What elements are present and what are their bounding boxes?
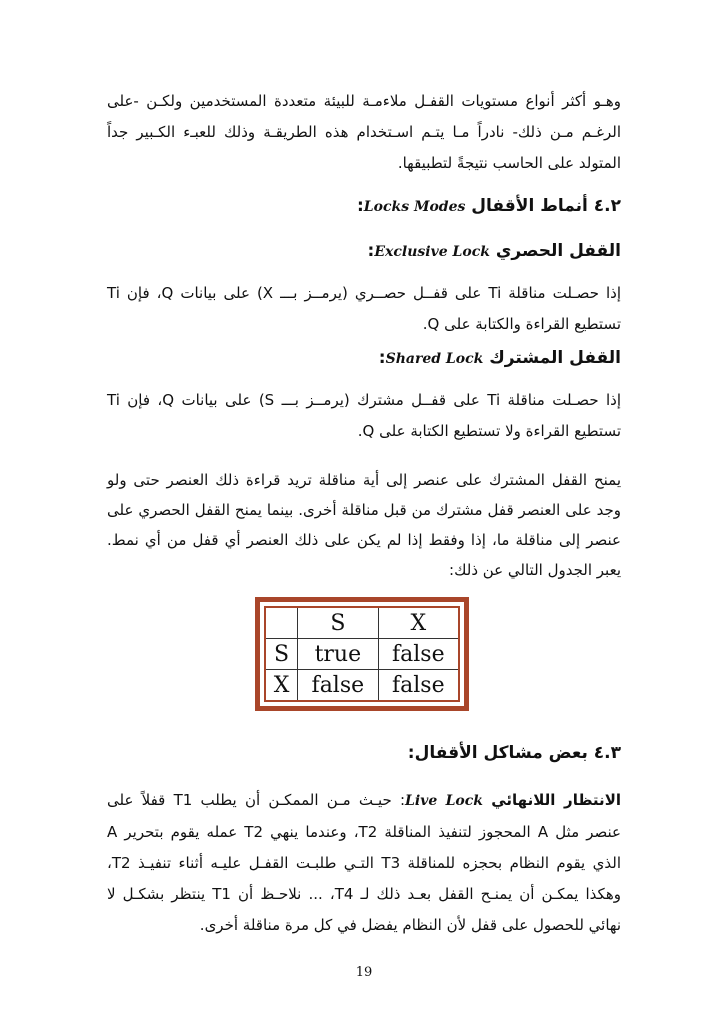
table-row — [266, 639, 458, 670]
table-cell: false — [378, 639, 458, 670]
exclusive-title-en: Exclusive Lock — [374, 244, 490, 260]
shared-text: إذا حصـلت مناقلة Ti على قفــل مشترك (يرمــز بـــ S) على بيانات Q، فإن Ti تستطيع القراءة ولا تستطيع الكتابة على Q. — [107, 391, 622, 440]
exclusive-colon: : — [367, 241, 375, 261]
shared-title-ar: القفل المشترك — [489, 348, 621, 368]
intro-paragraph — [107, 86, 621, 179]
table-row — [266, 670, 458, 701]
exclusive-text: إذا حصـلت مناقلة Ti على قفــل حصــري (يرمــز بـــ X) على بيانات Q، فإن Ti تستطيع القراءة والكتابة على Q. — [107, 284, 621, 333]
exclusive-lock-heading — [368, 241, 621, 261]
section-number: ٤.٣ — [593, 743, 621, 763]
section-title-ar: بعض مشاكل الأقفال — [414, 743, 588, 763]
table-header-cell: X — [378, 608, 458, 639]
section-colon: : — [356, 196, 364, 216]
exclusive-paragraph — [107, 278, 621, 340]
table-cell: false — [378, 670, 458, 701]
grant-text: يمنح القفل المشترك على عنصر إلى أية مناقلة تريد قراءة ذلك العنصر حتى ولو وجد على العنصر قفل مشترك من قبل مناقلة أخرى. بينما يمنح القفل الحصري على عنصر إلى مناقلة ما، إذا وفقط إذا لم يكن على ذلك العنصر أي قفل من أي نمط. يعبر الجدول التالي عن ذلك: — [107, 471, 621, 579]
section-4-3-heading — [408, 743, 621, 763]
table-row-label: S — [266, 639, 298, 670]
table-header-row — [266, 608, 458, 639]
section-title-en: Locks Modes — [363, 199, 466, 215]
livelock-paragraph — [107, 785, 621, 941]
shared-lock-heading — [379, 348, 621, 368]
table-cell: false — [298, 670, 379, 701]
table-row-label: X — [266, 670, 298, 701]
grant-paragraph — [107, 465, 621, 585]
intro-text: وهـو أكثر أنواع مستويات القفـل ملاءمـة للبيئة متعددة المستخدمين ولكـن -على الرغـم مـن ذلك- نادراً مـا يتـم اسـتخدام هذه الطريقـة وذلك للعبـء الكـبير جداً المتولد على الحاسب نتيجةً لتطبيقها. — [107, 92, 621, 172]
table-cell: true — [298, 639, 379, 670]
livelock-title-en: Live Lock — [405, 793, 483, 809]
livelock-title-ar: الانتظار اللانهائي — [491, 791, 622, 809]
table-corner-cell — [266, 608, 298, 639]
table-inner-border — [260, 602, 464, 706]
livelock-text: : حيـث مـن الممكـن أن يطلب T1 قفلاً على عنصر مثل A المحجوز لتنفيذ المناقلة T2، وعندما ينهي T2 عمله يقوم بتحرير A الذي يقوم النظام بحجزه للمناقلة T3 التـي طلبـت القفـل عليـه أثناء تنفيـذ T2، وهكذا يمكـن أن يمنـح القفل بعـد ذلك لـ T4، ... نلاحـظ أن T1 ينتظر بشكـل لا نهائي للحصول على قفل لأن النظام يفضل في كل مرة مناقلة أخرى. — [107, 791, 622, 934]
lock-compatibility-table — [266, 608, 458, 700]
shared-colon: : — [378, 348, 386, 368]
section-colon: : — [407, 743, 415, 763]
table-inner-frame — [264, 606, 460, 702]
section-title-ar: أنماط الأقفال — [471, 196, 588, 216]
section-4-2-heading — [357, 196, 621, 216]
table-header-cell: S — [298, 608, 379, 639]
shared-paragraph — [107, 385, 621, 447]
exclusive-title-ar: القفل الحصري — [495, 241, 621, 261]
page-number: 19 — [355, 965, 373, 980]
section-number: ٤.٢ — [593, 196, 621, 216]
shared-title-en: Shared Lock — [385, 351, 484, 367]
compatibility-table-frame — [255, 597, 469, 711]
